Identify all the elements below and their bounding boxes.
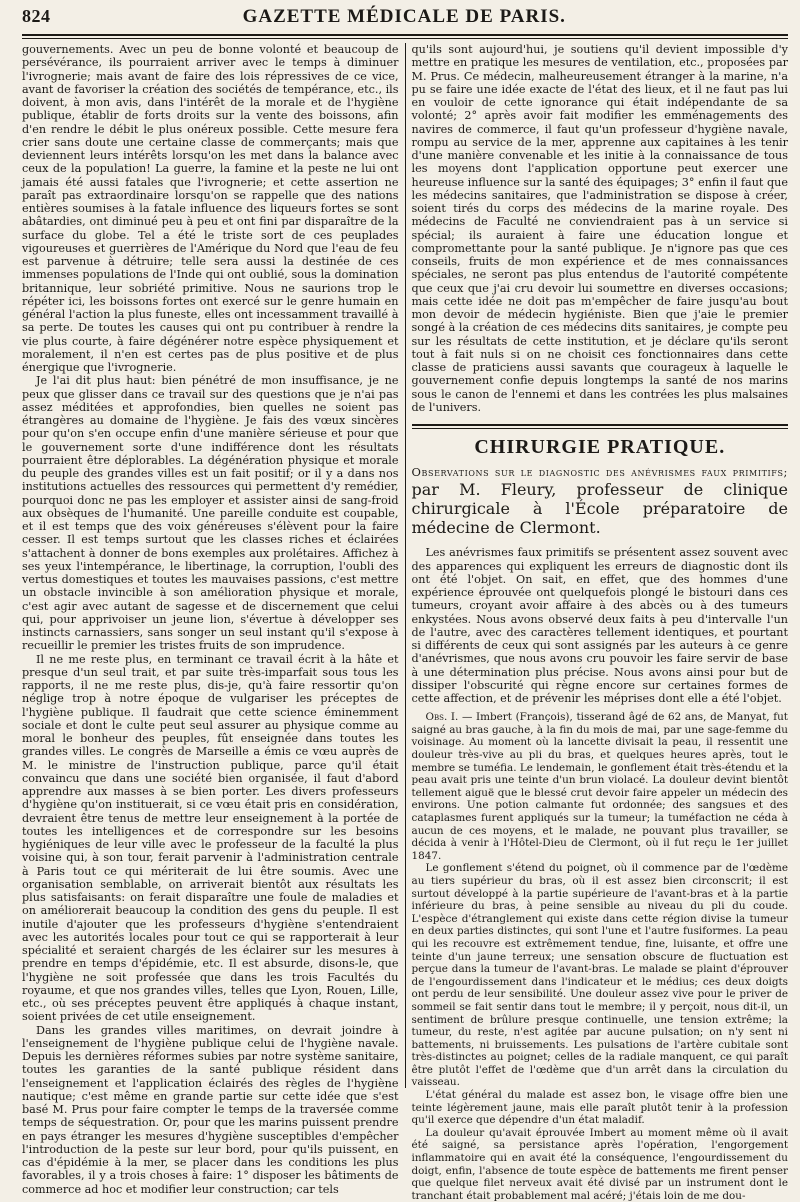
page-number: 824 [22,6,51,26]
section-title: CHIRURGIE PRATIQUE. [474,436,726,458]
observation-text-1: — Imbert (François), tisserand âgé de 62 ans, de Manyat, fut saigné au bras gauche, à la fin du mois de mai, par une sage-femme du voisinage. Au moment où la lancette divisait la peau, il ressentit une douleur très-vive au pli du bras, et quelques heures après, tout le membre se tuméfia. Le lendemain, le gonflement était très-étendu et la peau avait pris une teinte d'un brun violacé. La douleur devint bientôt tellement aiguë que le blessé crut devoir faire appeler un médecin des environs. Une potion calmante fut ordonnée; des sangsues et des cataplasmes furent appliqués sur la tumeur; la tuméfaction ne céda à aucun de ces moyens, et le malade, ne pouvant plus travailler, se décida à venir à l'Hôtel-Dieu de Clermont, où il fut reçu le 1er juillet 1847. [411,711,788,862]
article-columns [22,43,788,1202]
observation-block [412,711,789,1202]
left-paragraph-4: Dans les grandes villes maritimes, on devrait joindre à l'enseignement de l'hygiène publique celui de l'hygiène navale. Depuis les dernières réformes subies par notre système sanitaire, toutes les garanties de la santé publique résident dans l'enseignement et l'application éclairés des règles de l'hygiène nautique; c'est même en grande partie sur cette idée que s'est basé M. Prus pour faire compter le temps de la traversée comme temps de séquestration. Or, pour que les marins puissent prendre en pays étranger les mesures d'hygiène susceptibles d'empêcher l'introduction de la peste sur leur bord, pour qu'ils puissent, en cas d'épidémie à la mer, se placer dans les conditions les plus favorables, il y a trois choses à faire: 1° disposer les bâtiments de commerce ad hoc et modifier leur construction; car tels [22,1023,399,1196]
right-column [411,43,789,1202]
left-column [22,43,399,1196]
page-header [22,6,788,34]
left-paragraph-2: Je l'ai dit plus haut: bien pénétré de mon insuffisance, je ne peux que glisser dans ce travail sur des questions que je n'ai pas assez méditées et approfondies, bien quelles ne soient pas étrangères au domaine de l'hygiène. Je fais des vœux sincères pour qu'on s'en occupe enfin d'une manière sérieuse et pour que le gouvernement sorte d'une indifférence dont les résultats pourraient être déplorables. La dégénération physique et morale du peuple des grandes villes est un fait positif; or il y a dans nos institutions actuelles des ressources qui permettent d'y remédier, pourquoi donc ne pas les employer et assister ainsi de sang-froid aux obsèques de l'humanité. Une pareille conduite est coupable, et il est temps que des voix généreuses s'élèvent pour la faire cesser. Il est temps surtout que les classes riches et éclairées s'attachent à donner de bons exemples aux prolétaires. Affichez à ses yeux l'intempérance, le libertinage, la corruption, l'oubli des vertus domestiques et toutes les mauvaises passions, c'est mettre un obstacle invincible à son amélioration physique et morale, c'est agir avec autant de sagesse et de discernement que celui qui, pour apprivoiser un jeune lion, s'évertue à développer ses instincts carnassiers, sans songer un seul instant qu'il s'expose à recueillir le premier les tristes fruits de son imprudence. [22,374,399,653]
observation-label: Obs. I. [425,711,459,724]
left-paragraph-1: gouvernements. Avec un peu de bonne volonté et beaucoup de persévérance, ils pourraient arriver avec le temps à diminuer l'ivrognerie; mais avant de faire des lois répressives de ce vice, avant de favoriser la création des sociétés de tempérance, etc., ils doivent, à mon avis, dans l'intérêt de la morale et de l'hygiène publique, établir de forts droits sur la vente des boissons, afin d'en rendre le débit le plus onéreux possible. Cette mesure fera crier sans doute une certaine classe de commerçants; mais que deviennent leurs intérêts lorsqu'on les met dans la balance avec ceux de la population! La guerre, la famine et la peste ne lui ont jamais été aussi fatales que l'ivrognerie; et cette assertion ne paraît pas extraordinaire lorsqu'on se rappelle que des nations entières soumises à la fatale influence des liqueurs fortes se sont abâtardies, ont diminué peu à peu et ont fini par disparaître de la surface du globe. Tel a été le triste sort de ces peuplades vigoureuses et guerrières de l'Amérique du Nord que l'eau de feu est parvenue à détruire; telle sera aussi la destinée de ces immenses populations de l'Inde qui ont oublié, sous la domination britannique, leur sobriété primitive. Nous ne saurions trop le répéter ici, les boissons fortes ont exercé sur le genre humain en général l'action la plus funeste, elles ont incessamment travaillé à sa perte. De toutes les causes qui ont pu contribuer à rendre la vie plus courte, à faire dégénérer notre espèce physiquement et moralement, il n'en est certes pas de plus positive et de plus énergique que l'ivrognerie. [22,43,399,374]
article-title-rest: par M. Fleury, professeur de clinique chirurgicale à l'École préparatoire de médecine de Clermont. [411,480,788,538]
observation-paragraph-2: Le gonflement s'étend du poignet, où il commence par de l'œdème au tiers supérieur du bras, où il est assez bien circonscrit; il est surtout développé à la partie supérieure de l'avant-bras et à la partie inférieure du bras, à peine sensible au niveau du pli du coude. L'espèce d'étranglement qui existe dans cette région divise la tumeur en deux parties distinctes, qui sont l'une et l'autre fusiformes. La peau qui les recouvre est extrêmement tendue, fine, luisante, et offre une teinte d'un jaune terreux; une sensation obscure de fluctuation est perçue dans la tumeur de l'avant-bras. Le malade se plaint d'éprouver de l'engourdissement dans l'indicateur et le médius; ces deux doigts ont perdu de leur sensibilité. Une douleur assez vive pour le priver de sommeil se fait sentir dans tout le membre; il y perçoit, nous dit-il, un sentiment de brûlure presque continuelle, une tension extrême; la tumeur, du reste, n'est agitée par aucune pulsation; on n'y sent ni battements, ni bruissements. Les pulsations de l'artère cubitale sont très-distinctes au poignet; celles de la radiale manquent, ce qui paraît être plutôt l'effet de l'œdème que d'un arrêt dans la circulation du vaisseau. [411,862,788,1089]
observation-paragraph-3: L'état général du malade est assez bon, le visage offre bien une teinte légèrement jaune, mais elle paraît plutôt tenir à la profession qu'il exerce que dépendre d'un état maladif. [411,1089,788,1127]
observation-paragraph-1 [412,711,789,862]
right-paragraph-continued: qu'ils sont aujourd'hui, je soutiens qu'il devient impossible d'y mettre en pratique les mesures de ventilation, etc., proposées par M. Prus. Ce médecin, malheureusement étranger à la marine, n'a pu se faire une idée exacte de l'état des lieux, et il ne faut pas lui en vouloir de cette ignorance qui était indépendante de sa volonté; 2° après avoir fait modifier les emménagements des navires de commerce, il faut qu'un professeur d'hygiène navale, rompu au service de la mer, apprenne aux capitaines à les tenir d'une manière convenable et les initie à la connaissance de tous les moyens dont l'application opportune peut exercer une heureuse influence sur la santé des équipages; 3° enfin il faut que les médecins sanitaires, que l'administration se dispose à créer, soient tirés du corps des médecins de la marine royale. Des médecins de Faculté ne conviendraient pas à un service si spécial; ils auraient à faire une éducation longue et compromettante pour la santé publique. Je n'ignore pas que ces conseils, fruits de mon expérience et de mes connaissances spéciales, ne seront pas plus entendus de l'autorité compétente que ceux que j'ai cru devoir lui soumettre en diverses occasions; mais cette idée ne doit pas m'empêcher de faire jusqu'au bout mon devoir de médecin hygiéniste. Bien que j'aie le premier songé à la création de ces médecins dits sanitaires, je compte peu sur les résultats de cette institution, et je déclare qu'ils seront tout à fait nuls si on ne choisit ces fonctionnaires dans cette classe de praticiens aussi savants que courageux à laquelle le gouvernement confie depuis longtemps la santé de nos marins sous le canon de l'ennemi et dans les contrées les plus malsaines de l'univers. [411,43,788,414]
article-intro: Les anévrismes faux primitifs se présentent assez souvent avec des apparences qui expliquent les erreurs de diagnostic dont ils ont été l'objet. On sait, en effet, que des hommes d'une expérience éprouvée ont quelquefois plongé le bistouri dans ces tumeurs, croyant avoir affaire à des abcès ou à des tumeurs enkystées. Nous avons observé deux faits à peu d'intervalle l'un de l'autre, avec des caractères tellement identiques, et pourtant si différents de ceux qui sont assignés par les auteurs à ce genre d'anévrismes, que nous avons cru pouvoir les faire servir de base à une détermination plus précise. Nous avons ainsi pour but de dissiper l'obscurité qui règne encore sur certaines formes de cette affection, et de prévenir les méprises dont elle a été l'objet. [411,546,788,705]
column-divider [405,43,406,1088]
header-rule [22,34,788,39]
left-paragraph-3: Il ne me reste plus, en terminant ce travail écrit à la hâte et presque d'un seul trait, et par suite très-imparfait sous tous les rapports, il ne me reste plus, dis-je, qu'à faire ressortir qu'on néglige trop à notre époque de vulgariser les préceptes de l'hygiène publique. Il faudrait que cette science éminemment sociale et dont le culte peut seul assurer au physique comme au moral le bonheur des peuples, fût enseignée dans toutes les grandes villes. Le congrès de Marseille a émis ce vœu auprès de M. le ministre de l'instruction publique, parce qu'il était convaincu que dans une société bien organisée, il faut d'abord apprendre aux masses à se bien porter. Les divers professeurs d'hygiène qu'on instituerait, si ce vœu était pris en considération, devraient être tenus de mettre leur enseignement à la portée de toutes les intelligences et de correspondre sur les besoins hygiéniques de leur ville avec le professeur de la faculté la plus voisine qui, à son tour, ferait parvenir à l'administration centrale à Paris tout ce qui mériterait de lui être soumis. Avec une organisation semblable, on arriverait bientôt aux résultats les plus satisfaisants: on ferait disparaître une foule de maladies et on améliorerait beaucoup la condition des gens du peuple. Il est inutile d'ajouter que les professeurs d'hygiène s'entendraient avec les autorités locales pour tout ce qui se rapporterait à leur spécialité et seraient chargés de les éclairer sur les mesures à prendre en temps d'épidémie, etc. Il est absurde, disons-le, que l'hygiène ne soit professée que dans les trois Facultés du royaume, et que nos grandes villes, telles que Lyon, Rouen, Lille, etc., où ses préceptes peuvent être appliqués à chaque instant, soient privées de cet utile enseignement. [22,652,399,1024]
article-title [412,464,789,538]
article-title-caps: Observations sur le diagnostic des anévrismes faux primitifs; [411,465,788,480]
observation-paragraph-4: La douleur qu'avait éprouvée Imbert au moment même où il avait été saigné, sa persistance après l'opération, l'engorgement inflammatoire qui en avait été la conséquence, l'engourdissement du doigt, enfin, l'absence de toute espèce de battements me firent penser que quelque filet nerveux avait été divisé par un instrument dont le tranchant était probablement mal acéré; j'étais loin de me dou- [411,1126,788,1202]
journal-title: GAZETTE MÉDICALE DE PARIS. [242,6,566,27]
section-rule [412,424,789,429]
